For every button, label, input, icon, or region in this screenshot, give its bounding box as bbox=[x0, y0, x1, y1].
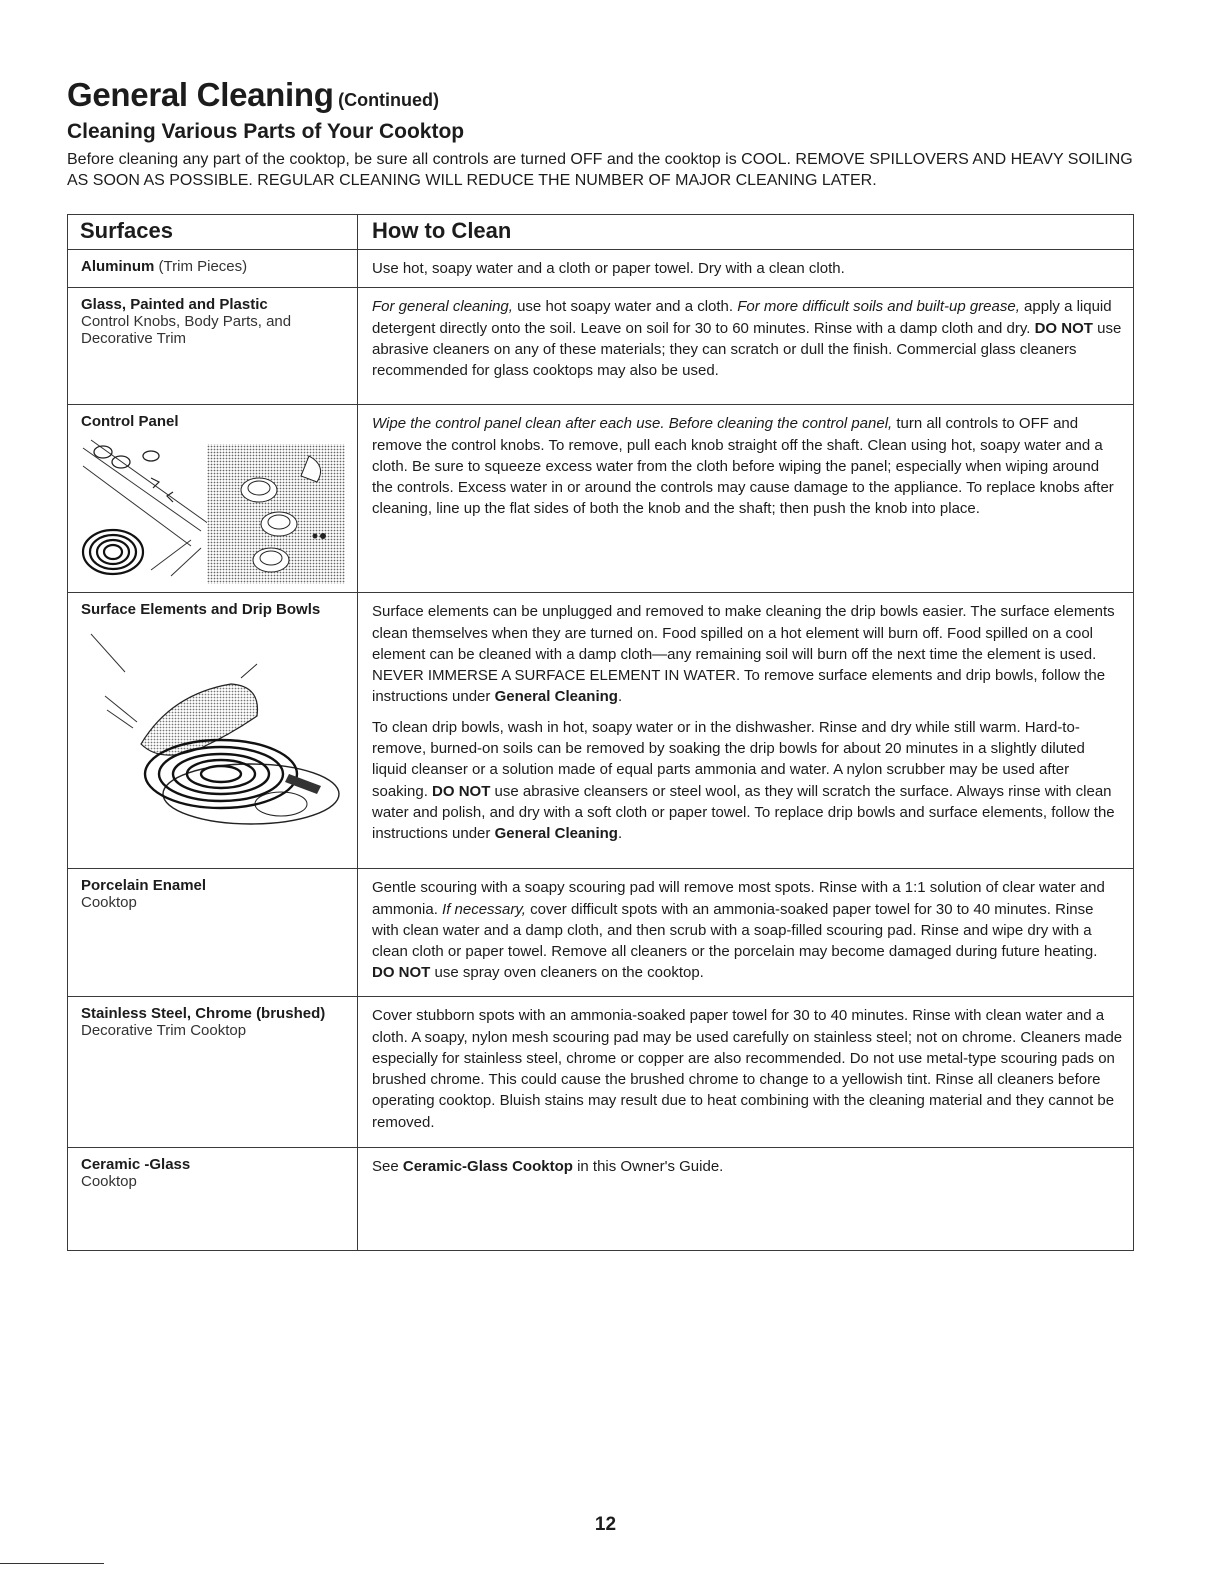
surface-subtitle: (Trim Pieces) bbox=[158, 258, 248, 275]
instruction-italic: For more difficult soils and built-up grease, bbox=[737, 298, 1020, 316]
surface-name: Glass, Painted and Plastic bbox=[81, 296, 268, 314]
footer-rule bbox=[0, 1563, 104, 1564]
surface-subtitle: Decorative Trim Cooktop bbox=[81, 1022, 247, 1040]
title-continued: (Continued) bbox=[338, 90, 440, 110]
table-row bbox=[68, 288, 1134, 405]
instruction-text: cover difficult spots with an ammonia-soaked paper towel for 30 to 40 minutes. Rinse with clean water and a damp cloth, and then scrub with a soap-filled scouring pad. Rinse and wipe dry with a clean cloth or paper towel. Remove all cleaners or the porcelain may become damaged during future heating. bbox=[372, 900, 1098, 961]
column-header-surfaces: Surfaces bbox=[68, 215, 358, 250]
surface-cell bbox=[68, 288, 358, 405]
surface-name: Porcelain Enamel bbox=[81, 877, 207, 895]
surface-subtitle: Control Knobs, Body Parts, and Decorative Trim bbox=[81, 313, 292, 348]
surface-cell bbox=[68, 250, 358, 288]
instruction-cell bbox=[358, 1148, 1134, 1251]
instruction-text: apply a liquid detergent directly onto the soil. Leave on soil for 30 to 60 minutes. Rinse with a damp cloth and dry. bbox=[372, 298, 1112, 337]
instruction-cell bbox=[358, 288, 1134, 405]
instruction-text: in this Owner's Guide. bbox=[572, 1158, 724, 1176]
control-panel-illustration bbox=[81, 436, 347, 584]
table-row bbox=[68, 405, 1134, 593]
instruction-text: . bbox=[617, 825, 623, 843]
instruction-cell bbox=[358, 405, 1134, 593]
surface-cell bbox=[68, 593, 358, 869]
warning-do-not: DO NOT bbox=[372, 964, 431, 982]
title-main: General Cleaning bbox=[67, 76, 334, 113]
reference-ceramic-glass-cooktop: Ceramic-Glass Cooktop bbox=[402, 1158, 573, 1176]
surface-name: Control Panel bbox=[81, 413, 179, 431]
instruction-cell bbox=[358, 997, 1134, 1148]
instruction-text: Use hot, soapy water and a cloth or paper towel. Dry with a clean cloth. bbox=[372, 260, 845, 277]
instruction-cell bbox=[358, 869, 1134, 997]
surface-name: Stainless Steel, Chrome (brushed) bbox=[81, 1005, 326, 1023]
surface-subtitle: Cooktop bbox=[81, 894, 137, 912]
page-number: 12 bbox=[594, 1514, 617, 1535]
surface-cell bbox=[68, 997, 358, 1148]
surface-name: Ceramic -Glass bbox=[81, 1156, 191, 1174]
instruction-text: use abrasive cleaners on any of these materials; they can scratch or dull the finish. Commercial glass cleaners recommended for glass cooktops may also be used. bbox=[372, 319, 1122, 380]
page-title bbox=[67, 78, 1133, 111]
surface-cell bbox=[68, 869, 358, 997]
surface-subtitle: Cooktop bbox=[81, 1173, 137, 1191]
cleaning-table bbox=[67, 214, 1134, 1251]
table-row bbox=[68, 250, 1134, 288]
surface-name: Surface Elements and Drip Bowls bbox=[81, 601, 321, 619]
instruction-text: use hot soapy water and a cloth. bbox=[512, 298, 738, 316]
warning-do-not: DO NOT bbox=[432, 782, 491, 800]
surface-name: Aluminum bbox=[81, 258, 155, 275]
drip-bowl-illustration bbox=[81, 624, 347, 828]
warning-do-not: DO NOT bbox=[1034, 319, 1093, 337]
instruction-paragraph bbox=[372, 717, 1123, 845]
table-row bbox=[68, 1148, 1134, 1251]
surface-cell bbox=[68, 1148, 358, 1251]
column-header-how-to-clean: How to Clean bbox=[358, 215, 1134, 250]
intro-paragraph: Before cleaning any part of the cooktop, be sure all controls are turned OFF and the cooktop is COOL. REMOVE SPILLOVERS AND HEAVY SOILING AS SOON AS POSSIBLE. REGULAR CLEANING WILL REDUCE THE NUMBER OF MAJOR CLEANING LATER. bbox=[67, 151, 1133, 189]
instruction-cell bbox=[358, 250, 1134, 288]
instruction-cell bbox=[358, 593, 1134, 869]
instruction-text: turn all controls to OFF and remove the control knobs. To remove, pull each knob straight off the shaft. Clean using hot, soapy water and a cloth. Be sure to squeeze excess water from the cloth before wiping the panel; especially when wiping around the controls. Excess water in or around the controls may cause damage to the appliance. To replace knobs after cleaning, line up the flat sides of both the knob and the shaft; then push the knob into place. bbox=[372, 415, 1114, 518]
section-subtitle: Cleaning Various Parts of Your Cooktop bbox=[67, 120, 465, 143]
instruction-italic: If necessary, bbox=[442, 900, 526, 918]
instruction-italic: For general cleaning, bbox=[372, 298, 513, 316]
table-row bbox=[68, 869, 1134, 997]
table-row bbox=[68, 997, 1134, 1148]
instruction-text: . bbox=[617, 688, 623, 706]
reference-general-cleaning: General Cleaning bbox=[494, 688, 618, 706]
instruction-text: use spray oven cleaners on the cooktop. bbox=[430, 964, 704, 982]
instruction-italic: Wipe the control panel clean after each use. Before cleaning the control panel, bbox=[372, 415, 893, 433]
instruction-text: See bbox=[372, 1158, 403, 1176]
instruction-text: use abrasive cleansers or steel wool, as they will scratch the surface. Always rinse with clean water and polish, and dry with a soft cloth or paper towel. To replace drip bowls and surface elements, follow the instructions under bbox=[372, 782, 1115, 843]
instruction-text: Gentle scouring with a soapy scouring pad will remove most spots. Rinse with a 1:1 solution of clear water and ammonia. bbox=[372, 879, 1105, 918]
instruction-text: Surface elements can be unplugged and removed to make cleaning the drip bowls easier. The surface elements clean themselves when they are turned on. Food spilled on a hot element will burn off. Food spilled on a cool element can be cleaned with a damp cloth—any remaining soil will burn off the next time the element is used. NEVER IMMERSE A SURFACE ELEMENT IN WATER. To remove surface elements and drip bowls, follow the instructions under bbox=[372, 603, 1115, 706]
instruction-paragraph bbox=[372, 601, 1123, 707]
page-header bbox=[67, 78, 1133, 191]
instruction-text: Cover stubborn spots with an ammonia-soaked paper towel for 30 to 40 minutes. Rinse with clean water and a cloth. A soapy, nylon mesh scouring pad may be used carefully on stainless steel; not on chrome. Cleaners made especially for stainless steel, chrome or copper are also recommended. Do not use metal-type scouring pads on brushed chrome. This could cause the brushed chrome to change to a yellowish tint. Rinse all cleaners before operating cooktop. Bluish stains may result due to heat combining with the cleaning material and they cannot be removed. bbox=[372, 1007, 1123, 1131]
surface-cell bbox=[68, 405, 358, 593]
reference-general-cleaning: General Cleaning bbox=[494, 825, 618, 843]
table-header-row bbox=[68, 215, 1134, 250]
table-row bbox=[68, 593, 1134, 869]
instruction-text: To clean drip bowls, wash in hot, soapy water or in the dishwasher. Rinse and dry while still warm. Hard-to-remove, burned-on soils can be removed by soaking the drip bowls for about 20 minutes in a slightly diluted liquid cleanser or a solution made of equal parts ammonia and water. A nylon scrubber may be used after soaking. bbox=[372, 718, 1085, 800]
